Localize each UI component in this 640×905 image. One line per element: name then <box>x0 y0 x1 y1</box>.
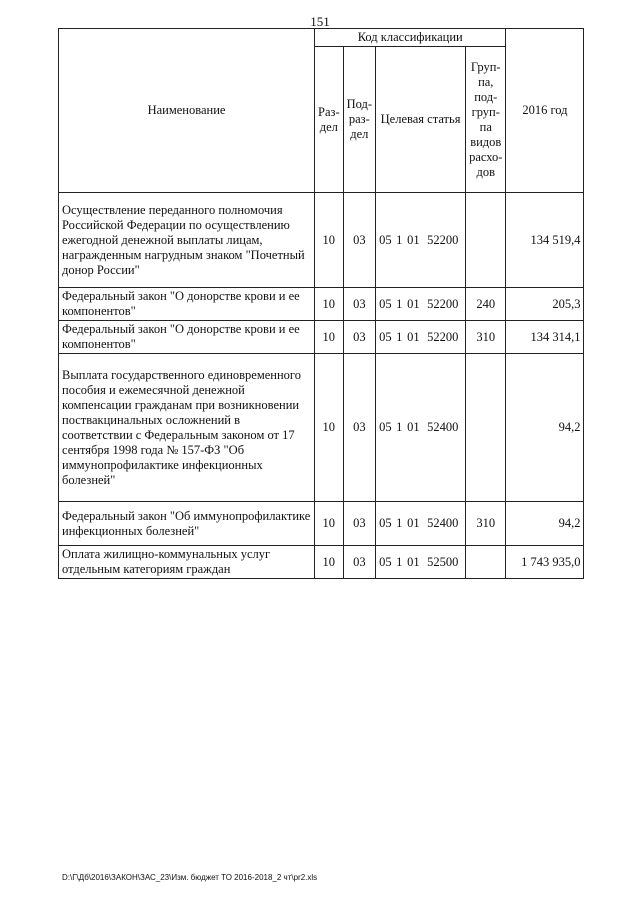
row-celevaya-statya <box>376 321 466 354</box>
header-vid-rashodov <box>466 47 506 193</box>
row-name: Федеральный закон "Об иммунопрофилактике инфекционных болезней" <box>59 502 315 546</box>
row-vid-rashodov <box>466 193 506 288</box>
celevaya-part: 01 <box>407 329 420 344</box>
header-razdel-text: Раз- дел <box>318 104 340 134</box>
header-podrazdel-text: Под- раз- дел <box>346 97 373 141</box>
row-razdel: 10 <box>315 546 344 579</box>
row-vid-rashodov: 240 <box>466 288 506 321</box>
row-name: Федеральный закон "О донорстве крови и ее компонентов" <box>59 288 315 321</box>
header-name: Наименование <box>59 29 315 193</box>
celevaya-part: 1 <box>396 232 403 247</box>
celevaya-part: 52200 <box>427 232 459 247</box>
row-podrazdel: 03 <box>343 288 375 321</box>
celevaya-part: 05 <box>379 516 392 530</box>
row-sum-2016: 94,2 <box>506 354 584 502</box>
row-sum-2016: 205,3 <box>506 288 584 321</box>
footer-file-path: D:\Г\Дб\2016\ЗАКОН\ЗАС_23\Изм. бюджет ТО 2016-2018_2 чт\pr2.xls <box>62 873 318 882</box>
celevaya-part: 1 <box>396 296 403 311</box>
row-podrazdel: 03 <box>343 354 375 502</box>
row-name: Осуществление переданного полномочия Российской Федерации по осуществлению ежегодной денежной выплаты лицам, награжденным нагрудным знаком "Почетный донор России" <box>59 193 315 288</box>
celevaya-part: 1 <box>396 554 403 569</box>
row-vid-rashodov <box>466 354 506 502</box>
celevaya-part: 01 <box>407 232 420 247</box>
row-celevaya-statya <box>376 546 466 579</box>
row-podrazdel: 03 <box>343 502 375 546</box>
header-razdel <box>315 47 344 193</box>
row-sum-2016: 134 314,1 <box>506 321 584 354</box>
header-year: 2016 год <box>506 29 584 193</box>
table-row <box>59 321 584 354</box>
table-row <box>59 193 584 288</box>
table-row <box>59 502 584 546</box>
table-row <box>59 288 584 321</box>
row-razdel: 10 <box>315 193 344 288</box>
row-sum-2016: 1 743 935,0 <box>506 546 584 579</box>
celevaya-part: 1 <box>396 329 403 344</box>
page-number: 151 <box>310 14 330 29</box>
row-vid-rashodov: 310 <box>466 321 506 354</box>
header-row-top <box>59 29 584 47</box>
celevaya-part: 01 <box>407 554 420 569</box>
celevaya-part: 01 <box>407 420 420 434</box>
header-code-group: Код классификации <box>315 29 506 47</box>
celevaya-part: 05 <box>379 296 392 311</box>
celevaya-part: 05 <box>379 232 392 247</box>
row-razdel: 10 <box>315 288 344 321</box>
celevaya-part: 1 <box>396 516 403 530</box>
celevaya-part: 01 <box>407 516 420 530</box>
celevaya-part: 52200 <box>427 329 459 344</box>
celevaya-part: 05 <box>379 554 392 569</box>
celevaya-part: 05 <box>379 420 392 434</box>
row-podrazdel: 03 <box>343 193 375 288</box>
row-razdel: 10 <box>315 354 344 502</box>
budget-table <box>58 28 584 579</box>
header-celevaya: Целевая статья <box>376 47 466 193</box>
row-celevaya-statya <box>376 502 466 546</box>
row-podrazdel: 03 <box>343 321 375 354</box>
celevaya-part: 1 <box>396 420 403 434</box>
table-body <box>59 193 584 579</box>
row-name: Федеральный закон "О донорстве крови и ее компонентов" <box>59 321 315 354</box>
celevaya-part: 05 <box>379 329 392 344</box>
celevaya-part: 52200 <box>427 296 459 311</box>
row-razdel: 10 <box>315 502 344 546</box>
table-row <box>59 546 584 579</box>
header-vid-rashodov-text: Груп- па, под- груп- па видов расхо- дов <box>469 59 503 179</box>
row-celevaya-statya <box>376 288 466 321</box>
celevaya-part: 52400 <box>427 420 459 434</box>
celevaya-part: 01 <box>407 296 420 311</box>
row-name: Оплата жилищно-коммунальных услуг отдельным категориям граждан <box>59 546 315 579</box>
row-vid-rashodov: 310 <box>466 502 506 546</box>
row-vid-rashodov <box>466 546 506 579</box>
row-celevaya-statya <box>376 193 466 288</box>
row-sum-2016: 94,2 <box>506 502 584 546</box>
row-celevaya-statya <box>376 354 466 502</box>
row-sum-2016: 134 519,4 <box>506 193 584 288</box>
celevaya-part: 52500 <box>427 554 459 569</box>
row-podrazdel: 03 <box>343 546 375 579</box>
header-podrazdel <box>343 47 375 193</box>
table-row <box>59 354 584 502</box>
celevaya-part: 52400 <box>427 516 459 530</box>
row-razdel: 10 <box>315 321 344 354</box>
row-name: Выплата государственного единовременного пособия и ежемесячной денежной компенсации гражданам при возникновении поствакцинальных осложнений в соответствии с Федеральным законом от 17 сентября 1998 года № 157-ФЗ "Об иммунопрофилактике инфекционных болезней" <box>59 354 315 502</box>
